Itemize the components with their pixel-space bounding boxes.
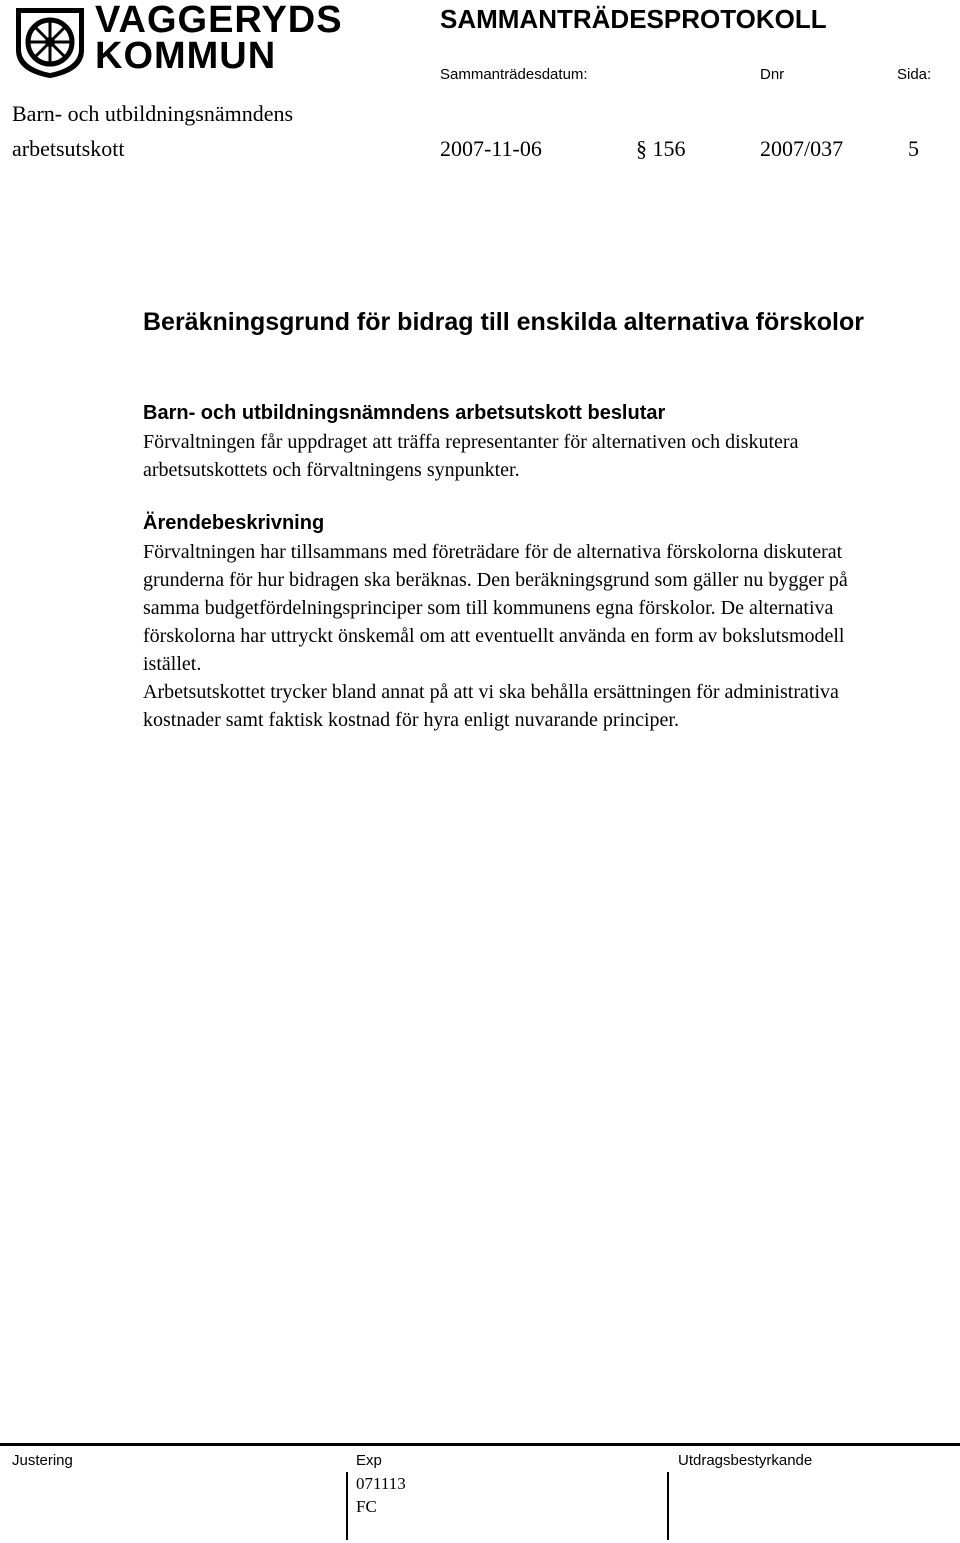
meeting-date-value: 2007-11-06	[440, 136, 542, 161]
decision-text: Förvaltningen får uppdraget att träffa representanter för alternativen och diskutera arbetsutskottets och förvaltningens synpunkter.	[143, 431, 799, 481]
extract-certification-label: Utdragsbestyrkande	[678, 1452, 813, 1469]
justering-label: Justering	[12, 1452, 73, 1469]
footer-column-divider	[667, 1472, 669, 1540]
exp-label: Exp	[356, 1452, 382, 1469]
dnr-value: 2007/037	[760, 136, 844, 161]
description-heading: Ärendebeskrivning	[143, 512, 325, 534]
description-body	[143, 538, 863, 734]
decision-heading: Barn- och utbildningsnämndens arbetsutskott beslutar	[143, 402, 666, 424]
footer-divider	[0, 1443, 960, 1446]
organization-name: Barn- och utbildningsnämndens	[12, 101, 294, 126]
page-number: 5	[908, 136, 919, 161]
page-label: Sida:	[897, 66, 932, 83]
logo-text-line2: KOMMUN	[95, 35, 277, 77]
matter-title: Beräkningsgrund för bidrag till enskilda alternativa förskolor	[143, 308, 864, 336]
logo-text-line1: VAGGERYDS	[95, 0, 343, 41]
municipality-emblem-icon	[12, 6, 88, 80]
dnr-label: Dnr	[760, 66, 785, 83]
document-type-title: SAMMANTRÄDESPROTOKOLL	[440, 4, 827, 34]
paragraph-number: § 156	[636, 136, 686, 161]
footer-column-divider	[346, 1472, 348, 1540]
organization-unit: arbetsutskott	[12, 136, 125, 161]
meeting-date-label: Sammanträdesdatum:	[440, 66, 588, 83]
description-paragraph: Arbetsutskottet trycker bland annat på att vi ska behålla ersättningen för administrativa kostnader samt faktisk kostnad för hyra enligt nuvarande principer.	[143, 681, 839, 731]
description-paragraph: Förvaltningen har tillsammans med företrädare för de alternativa förskolorna diskuterat grunderna för hur bidragen ska beräknas. Den beräkningsgrund som gäller nu bygger på samma budgetfördelningsprinciper som till kommunens egna förskolor. De alternativa förskolorna har uttryckt önskemål om att eventuellt använda en form av bokslutsmodell istället.	[143, 541, 848, 675]
exp-initials: FC	[356, 1497, 377, 1516]
exp-date: 071113	[356, 1474, 406, 1493]
